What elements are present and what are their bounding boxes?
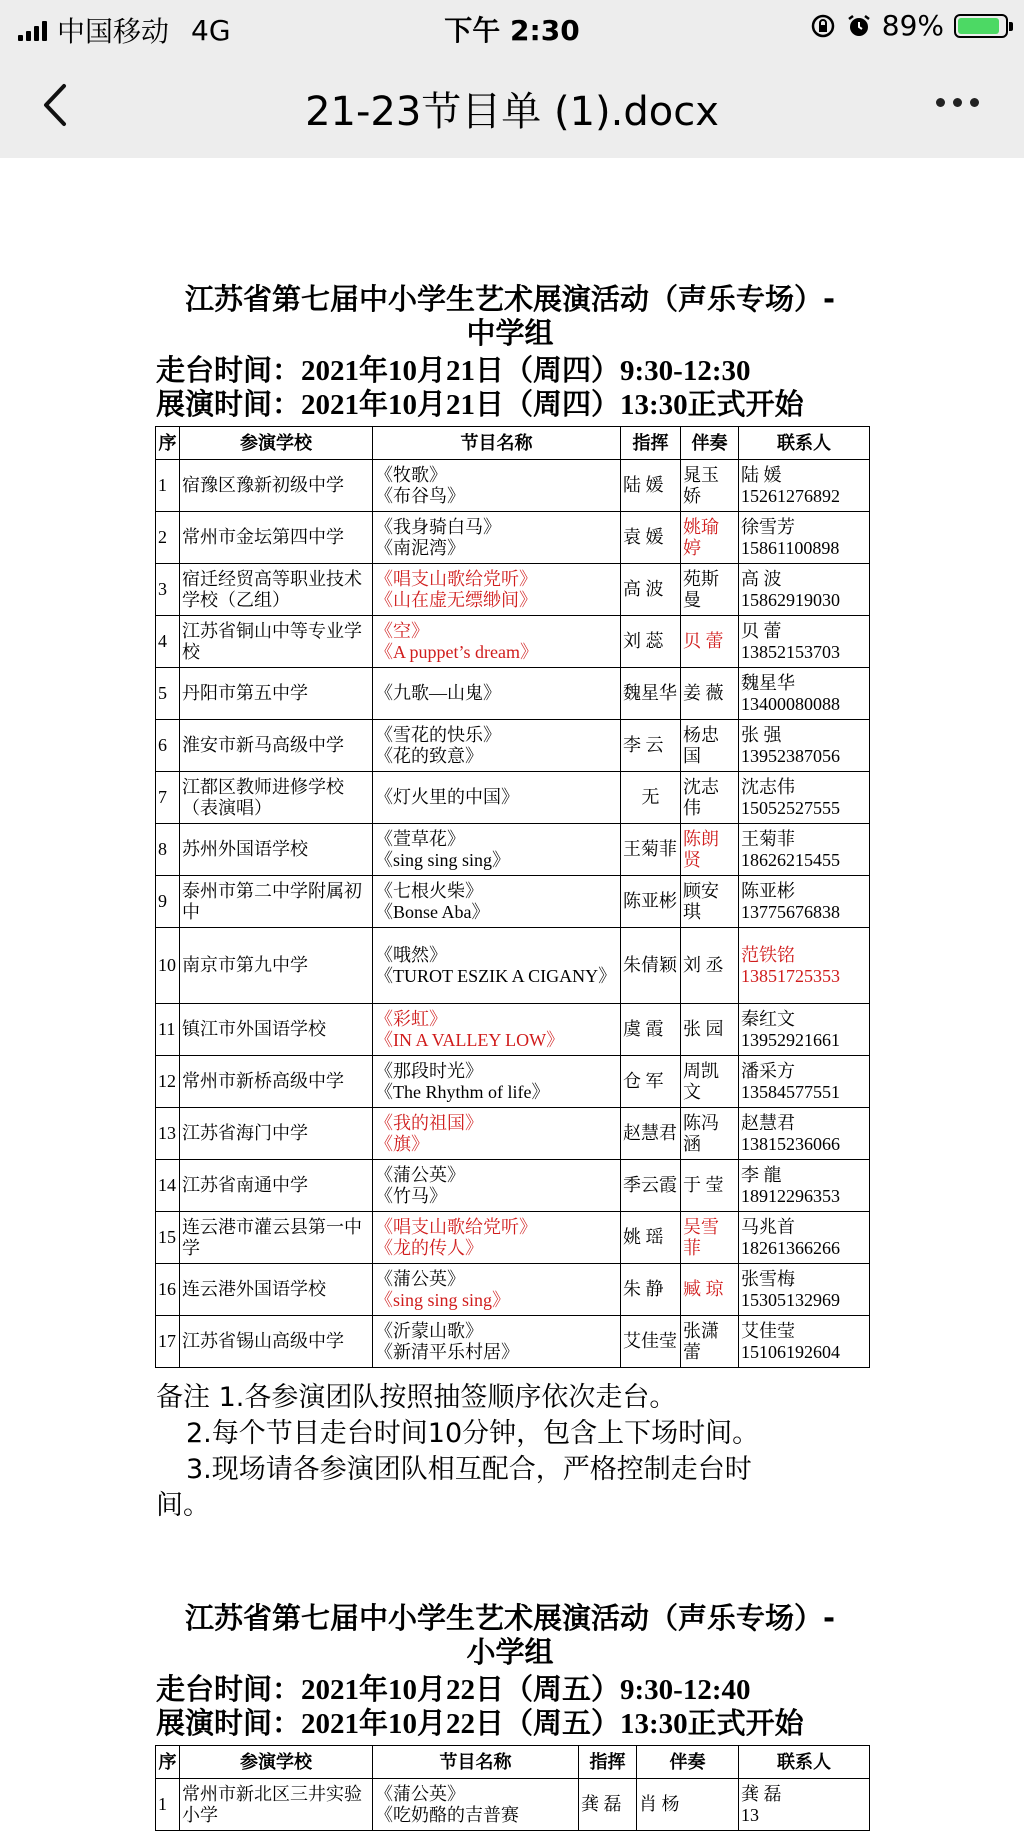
section2-rehearsal-time: 走台时间：2021年10月22日（周五）9:30-12:40 (156, 1674, 751, 1706)
row-accompanist: 姚瑜婷 (681, 512, 739, 564)
row-accompanist: 杨忠国 (681, 720, 739, 772)
program-name: 《IN A VALLEY LOW》 (375, 1029, 565, 1050)
table-row (156, 564, 870, 616)
row-accompanist: 晁玉娇 (681, 460, 739, 512)
row-seq: 13 (156, 1108, 180, 1160)
program-name: 《新清平乐村居》 (375, 1341, 519, 1362)
contact-phone: 18912296353 (741, 1185, 840, 1206)
row-conductor: 仓 军 (621, 1056, 681, 1108)
row-school: 江苏省铜山中等专业学校 (180, 616, 373, 668)
table-row (156, 876, 870, 928)
table-row (156, 1779, 870, 1831)
note-line: 间。 (156, 1490, 210, 1521)
row-accompanist: 周凯文 (681, 1056, 739, 1108)
section1-show-time: 展演时间：2021年10月21日（周四）13:30正式开始 (156, 389, 804, 421)
row-conductor: 朱 静 (621, 1264, 681, 1316)
program-name: 《沂蒙山歌》 (375, 1320, 483, 1341)
row-programs (373, 564, 621, 616)
section2-show-time: 展演时间：2021年10月22日（周五）13:30正式开始 (156, 1708, 804, 1740)
row-accompanist: 沈志伟 (681, 772, 739, 824)
contact-phone: 13775676838 (741, 901, 840, 922)
program-name: 《哦然》 (375, 944, 447, 965)
row-school: 宿迁经贸高等职业技术学校（乙组） (180, 564, 373, 616)
row-seq: 9 (156, 876, 180, 928)
battery-icon (954, 14, 1008, 38)
table-row (156, 1264, 870, 1316)
row-school: 泰州市第二中学附属初中 (180, 876, 373, 928)
row-conductor: 姚 瑶 (621, 1212, 681, 1264)
row-seq: 5 (156, 668, 180, 720)
section1-rehearsal-time: 走台时间：2021年10月21日（周四）9:30-12:30 (156, 355, 751, 387)
header-seq: 序 (156, 427, 180, 460)
row-school: 连云港市灌云县第一中学 (180, 1212, 373, 1264)
row-programs (373, 876, 621, 928)
note-line: 2.每个节目走台时间10分钟，包含上下场时间。 (186, 1418, 760, 1449)
row-seq: 7 (156, 772, 180, 824)
program-name: 《旗》 (375, 1133, 429, 1154)
table-row (156, 1056, 870, 1108)
row-accompanist: 陈朗贤 (681, 824, 739, 876)
network-label: 4G (191, 13, 231, 47)
program-name: 《山在虚无缥缈间》 (375, 589, 537, 610)
contact-phone: 13815236066 (741, 1133, 840, 1154)
contact-phone: 15052527555 (741, 797, 840, 818)
program-name: 《Bonse Aba》 (375, 901, 490, 922)
contact-name: 马兆首 (741, 1216, 795, 1237)
table-row (156, 1108, 870, 1160)
contact-phone: 18261366266 (741, 1237, 840, 1258)
header-program: 节目名称 (373, 1746, 579, 1779)
row-contact (739, 564, 870, 616)
table-row (156, 616, 870, 668)
table-row (156, 772, 870, 824)
contact-name: 魏星华 (741, 672, 795, 693)
table-row (156, 1004, 870, 1056)
row-contact (739, 1160, 870, 1212)
row-programs (373, 512, 621, 564)
row-accompanist: 张 园 (681, 1004, 739, 1056)
row-seq: 16 (156, 1264, 180, 1316)
program-name: 《空》 (375, 620, 429, 641)
contact-phone: 15861100898 (741, 537, 840, 558)
nav-bar (0, 52, 1024, 158)
contact-phone: 13952387056 (741, 745, 840, 766)
contact-phone: 13952921661 (741, 1029, 840, 1050)
row-accompanist: 吴雪菲 (681, 1212, 739, 1264)
row-accompanist: 张潇蕾 (681, 1316, 739, 1368)
row-conductor: 艾佳莹 (621, 1316, 681, 1368)
contact-name: 徐雪芳 (741, 516, 795, 537)
contact-name: 秦红文 (741, 1008, 795, 1029)
program-name: 《The Rhythm of life》 (375, 1081, 550, 1102)
contact-phone: 15106192604 (741, 1341, 840, 1362)
program-name: 《sing sing sing》 (375, 1289, 511, 1310)
row-conductor: 魏星华 (621, 668, 681, 720)
row-contact (739, 616, 870, 668)
row-school: 江苏省海门中学 (180, 1108, 373, 1160)
row-programs (373, 1108, 621, 1160)
program-name: 《竹马》 (375, 1185, 447, 1206)
program-name: 《萱草花》 (375, 828, 465, 849)
row-contact (739, 928, 870, 1004)
table-row (156, 720, 870, 772)
row-seq: 4 (156, 616, 180, 668)
section2-title-line1: 江苏省第七届中小学生艺术展演活动（声乐专场）- (184, 1601, 836, 1635)
row-seq: 3 (156, 564, 180, 616)
program-name: 《sing sing sing》 (375, 849, 511, 870)
row-conductor: 高 波 (621, 564, 681, 616)
contact-phone: 18626215455 (741, 849, 840, 870)
row-school: 常州市新桥高级中学 (180, 1056, 373, 1108)
header-school: 参演学校 (180, 1746, 373, 1779)
row-seq: 14 (156, 1160, 180, 1212)
program-name: 《那段时光》 (375, 1060, 483, 1081)
row-accompanist: 姜 薇 (681, 668, 739, 720)
row-programs (373, 1264, 621, 1316)
row-seq: 15 (156, 1212, 180, 1264)
row-conductor: 无 (621, 772, 681, 824)
row-contact (739, 824, 870, 876)
row-contact (739, 772, 870, 824)
row-programs (373, 1779, 579, 1831)
section2-title-line2: 小学组 (466, 1635, 554, 1669)
row-contact (739, 1779, 870, 1831)
program-table-primary-school (155, 1745, 870, 1831)
row-accompanist: 肖 杨 (637, 1779, 739, 1831)
row-conductor: 王菊菲 (621, 824, 681, 876)
row-programs (373, 460, 621, 512)
section1-title-line2: 中学组 (466, 316, 554, 350)
row-programs (373, 1004, 621, 1056)
row-programs (373, 824, 621, 876)
table-header-row (156, 427, 870, 460)
row-seq: 10 (156, 928, 180, 1004)
program-name: 《七根火柴》 (375, 880, 483, 901)
contact-phone: 15862919030 (741, 589, 840, 610)
row-programs (373, 616, 621, 668)
program-name: 《九歌—山鬼》 (375, 683, 501, 703)
row-school: 南京市第九中学 (180, 928, 373, 1004)
note-line: 备注 1.各参演团队按照抽签顺序依次走台。 (156, 1382, 677, 1413)
contact-name: 潘采方 (741, 1060, 795, 1081)
program-name: 《我身骑白马》 (375, 516, 501, 537)
contact-name: 高 波 (741, 568, 782, 589)
row-seq: 2 (156, 512, 180, 564)
contact-phone: 13852153703 (741, 641, 840, 662)
header-conductor: 指挥 (579, 1746, 637, 1779)
row-contact (739, 668, 870, 720)
row-school: 江都区教师进修学校（表演唱） (180, 772, 373, 824)
row-programs (373, 772, 621, 824)
row-conductor: 袁 媛 (621, 512, 681, 564)
row-conductor: 赵慧君 (621, 1108, 681, 1160)
note-line: 3.现场请各参演团队相互配合，严格控制走台时 (186, 1454, 752, 1485)
contact-name: 赵慧君 (741, 1112, 795, 1133)
row-contact (739, 1056, 870, 1108)
contact-name: 龚 磊 (741, 1783, 782, 1804)
row-programs (373, 1160, 621, 1212)
program-name: 《唱支山歌给党听》 (375, 568, 537, 589)
row-conductor: 刘 蕊 (621, 616, 681, 668)
program-name: 《布谷鸟》 (375, 485, 465, 506)
document-title: 21-23节目单 (1).docx (305, 89, 719, 135)
table-row (156, 512, 870, 564)
contact-phone: 15305132969 (741, 1289, 840, 1310)
row-school: 淮安市新马高级中学 (180, 720, 373, 772)
row-school: 苏州外国语学校 (180, 824, 373, 876)
table-row (156, 1316, 870, 1368)
header-school: 参演学校 (180, 427, 373, 460)
row-accompanist: 于 莹 (681, 1160, 739, 1212)
header-conductor: 指挥 (621, 427, 681, 460)
row-school: 宿豫区豫新初级中学 (180, 460, 373, 512)
contact-name: 范铁铭 (741, 944, 795, 965)
table-row (156, 928, 870, 1004)
battery-percent: 89% (881, 9, 944, 42)
header-program: 节目名称 (373, 427, 621, 460)
row-contact (739, 1264, 870, 1316)
row-programs (373, 1056, 621, 1108)
contact-phone: 13400080088 (741, 693, 840, 714)
row-seq: 12 (156, 1056, 180, 1108)
notes-block (156, 1380, 876, 1524)
row-programs (373, 928, 621, 1004)
row-programs (373, 1212, 621, 1264)
program-name: 《南泥湾》 (375, 537, 465, 558)
row-programs (373, 1316, 621, 1368)
program-name: 《蒲公英》 (375, 1783, 465, 1804)
contact-phone: 13 (741, 1804, 759, 1825)
program-name: 《灯火里的中国》 (375, 787, 519, 807)
more-options-icon[interactable] (936, 92, 986, 112)
row-school: 丹阳市第五中学 (180, 668, 373, 720)
program-name: 《牧歌》 (375, 464, 447, 485)
contact-name: 沈志伟 (741, 776, 795, 797)
row-contact (739, 720, 870, 772)
program-name: 《蒲公英》 (375, 1268, 465, 1289)
row-accompanist: 顾安琪 (681, 876, 739, 928)
row-school: 常州市新北区三井实验小学 (180, 1779, 373, 1831)
header-contact: 联系人 (739, 427, 870, 460)
row-seq: 17 (156, 1316, 180, 1368)
contact-name: 张 强 (741, 724, 782, 745)
header-accompanist: 伴奏 (681, 427, 739, 460)
header-contact: 联系人 (739, 1746, 870, 1779)
row-accompanist: 贝 蕾 (681, 616, 739, 668)
row-contact (739, 1212, 870, 1264)
row-seq: 8 (156, 824, 180, 876)
row-contact (739, 1004, 870, 1056)
section1-title-line1: 江苏省第七届中小学生艺术展演活动（声乐专场）- (184, 282, 836, 316)
row-conductor: 朱倩颖 (621, 928, 681, 1004)
program-table-middle-school (155, 426, 870, 1368)
row-accompanist: 陈冯涵 (681, 1108, 739, 1160)
program-name: 《花的致意》 (375, 745, 483, 766)
header-accompanist: 伴奏 (637, 1746, 739, 1779)
row-seq: 11 (156, 1004, 180, 1056)
program-name: 《唱支山歌给党听》 (375, 1216, 537, 1237)
row-contact (739, 1316, 870, 1368)
row-school: 江苏省南通中学 (180, 1160, 373, 1212)
row-contact (739, 876, 870, 928)
row-accompanist: 臧 琼 (681, 1264, 739, 1316)
contact-name: 张雪梅 (741, 1268, 795, 1289)
row-conductor: 李 云 (621, 720, 681, 772)
contact-name: 王菊菲 (741, 828, 795, 849)
program-name: 《蒲公英》 (375, 1164, 465, 1185)
table-row (156, 1160, 870, 1212)
contact-phone: 13584577551 (741, 1081, 840, 1102)
row-accompanist: 刘 丞 (681, 928, 739, 1004)
program-name: 《TUROT ESZIK A CIGANY》 (375, 965, 617, 986)
row-programs (373, 720, 621, 772)
contact-name: 李 龍 (741, 1164, 782, 1185)
table-row (156, 460, 870, 512)
row-school: 江苏省锡山高级中学 (180, 1316, 373, 1368)
row-contact (739, 1108, 870, 1160)
document-body (0, 158, 1024, 1825)
rotation-lock-icon (810, 13, 836, 39)
carrier-label: 中国移动 (57, 15, 170, 48)
header-seq: 序 (156, 1746, 180, 1779)
clock: 下午 2:30 (444, 14, 580, 47)
program-name: 《龙的传人》 (375, 1237, 483, 1258)
contact-name: 贝 蕾 (741, 620, 782, 641)
program-name: 《吃奶酪的吉普赛 (375, 1804, 519, 1825)
row-contact (739, 460, 870, 512)
row-programs (373, 668, 621, 720)
row-school: 常州市金坛第四中学 (180, 512, 373, 564)
row-contact (739, 512, 870, 564)
program-name: 《我的祖国》 (375, 1112, 483, 1133)
row-conductor: 陈亚彬 (621, 876, 681, 928)
row-conductor: 龚 磊 (579, 1779, 637, 1831)
row-seq: 1 (156, 1779, 180, 1831)
alarm-icon (846, 13, 872, 39)
row-conductor: 虞 霞 (621, 1004, 681, 1056)
contact-phone: 13851725353 (741, 965, 840, 986)
contact-name: 陆 媛 (741, 464, 782, 485)
row-seq: 6 (156, 720, 180, 772)
program-name: 《雪花的快乐》 (375, 724, 501, 745)
row-conductor: 季云霞 (621, 1160, 681, 1212)
table-header-row (156, 1746, 870, 1779)
contact-name: 陈亚彬 (741, 880, 795, 901)
row-school: 镇江市外国语学校 (180, 1004, 373, 1056)
status-right (810, 9, 1008, 42)
contact-phone: 15261276892 (741, 485, 840, 506)
status-bar (0, 0, 1024, 52)
program-name: 《A puppet’s dream》 (375, 641, 538, 662)
row-seq: 1 (156, 460, 180, 512)
row-school: 连云港外国语学校 (180, 1264, 373, 1316)
table-row (156, 1212, 870, 1264)
table-row (156, 668, 870, 720)
program-name: 《彩虹》 (375, 1008, 447, 1029)
table-row (156, 824, 870, 876)
row-conductor: 陆 媛 (621, 460, 681, 512)
contact-name: 艾佳莹 (741, 1320, 795, 1341)
row-accompanist: 苑斯曼 (681, 564, 739, 616)
